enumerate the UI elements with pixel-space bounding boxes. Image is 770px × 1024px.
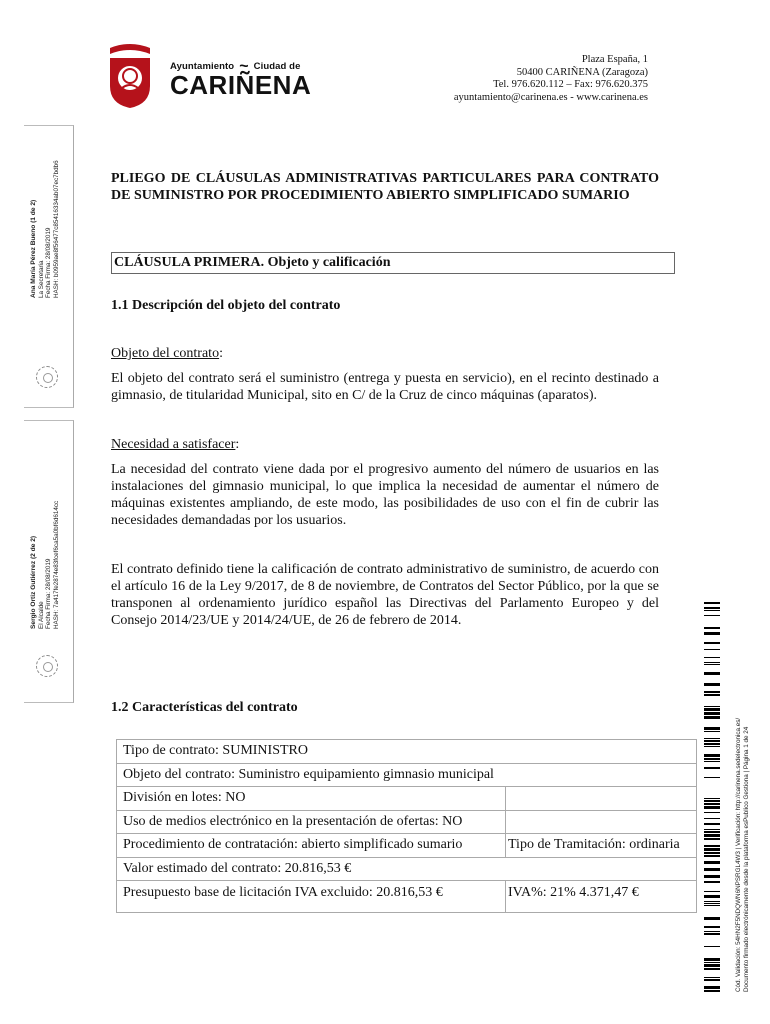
barcode-bar [704,672,720,675]
calificacion-paragraph: El contrato definido tiene la calificación de contrato administrativo de suministro, de acuerdo con el artículo 16 de la Ley 9/2017, de 8 de noviembre, de Contratos del Sector Público, por la que se transponen al ordenamiento jurídico español las Directivas del Parlamento Europeo y del Consejo 2014/23/UE y 2014/24/UE, de 26 de febrero de 2014. [111,562,659,628]
table-cell: Valor estimado del contrato: 20.816,53 € [117,857,697,881]
barcode-bar [704,642,720,644]
table-cell: División en lotes: NO [117,787,506,811]
barcode-bar [704,731,720,732]
barcode-bar [704,958,720,961]
barcode-bar [704,743,720,745]
barcode-bar [704,683,720,686]
barcode-bar [704,657,720,658]
signature-text-1: Ana María Pérez Bueno (1 de 2) La Secretaria Fecha Firma: 28/08/2019 HASH: b0959ae8f56477c85416334ab07ec7bdb6 [30,160,60,298]
table-row [117,763,697,787]
document-title: PLIEGO DE CLÁUSULAS ADMINISTRATIVAS PARTICULARES PARA CONTRATO DE SUMINISTRO POR PROCEDIMIENTO ABIERTO SIMPLIFICADO SUMARIO [111,171,659,203]
barcode-bar [704,740,720,742]
barcode-bar [704,777,720,778]
barcode-bar [704,895,720,898]
barcode-bar [704,852,720,854]
objeto-label: Objeto del contrato [111,346,220,361]
table-row [117,857,697,881]
barcode-bar [704,848,720,851]
barcode-bar [704,901,720,902]
barcode-bar [704,986,720,989]
objeto-label-line: Objeto del contrato: [111,346,223,361]
table-row [117,881,697,913]
barcode-bar [704,706,720,707]
signature-text-2: Sergio Ortiz Gutiérrez (2 de 2) El Alcalde Fecha Firma: 28/08/2019 HASH: 7a417fe2874e83fcef6ca5a0bf6d614cc [30,500,60,629]
barcode-bar [704,968,720,970]
barcode-bar [704,607,720,609]
table-cell: Procedimiento de contratación: abierto simplificado sumario [117,834,506,858]
section-1-2-heading: 1.2 Características del contrato [111,700,298,715]
necesidad-paragraph: La necesidad del contrato viene dada por el progresivo aumento del número de usuarios en las instalaciones del gimnasio municipal, lo que implica la necesidad de aumentar el número de máquinas existentes ampliando, de este modo, las posibilidades de uso con el fin de cubrir las necesidades demandadas por los usuarios. [111,462,659,528]
barcode-bar [704,831,720,833]
table-cell: Tipo de Tramitación: ordinaria [506,834,697,858]
barcode-bar [704,868,720,871]
barcode-bar [704,946,720,947]
address-line: 50400 CARIÑENA (Zaragoza) [516,66,648,78]
barcode-bar [704,761,720,762]
barcode-bar [704,964,720,967]
barcode-bar [704,979,720,981]
barcode-bar [704,926,720,928]
barcode-bar [704,891,720,892]
verification-text: Cód. Validación: 54HN2F5NDQWN6NPSRGL4W3 | Verificación: http://carinena.sedelectronica.es/ Documento firmado electrónicamente desde la plataforma esPublico Gestiona | Página 1 de 24 [735,717,750,992]
logo-ayuntamiento-line: Ayuntamiento ~ Ciudad de [170,58,301,75]
table-cell [506,787,697,811]
table-row [117,787,697,811]
barcode-bar [704,881,720,883]
barcode-bar [704,823,720,825]
signature-seal-icon [36,655,58,677]
barcode-bar [704,691,720,693]
barcode-bar [704,712,720,715]
barcode-bar [704,829,720,830]
section-1-1-heading: 1.1 Descripción del objeto del contrato [111,298,341,313]
address-line: Tel. 976.620.112 – Fax: 976.620.375 [493,79,648,90]
table-cell: IVA%: 21% 4.371,47 € [506,881,697,913]
barcode-bar [704,875,720,878]
barcode-bar [704,746,720,747]
logo-carinena: CARIÑENA [170,70,312,100]
barcode-bar [704,798,720,799]
table-cell: Uso de medios electrónico en la presentación de ofertas: NO [117,810,506,834]
address-line: ayuntamiento@carinena.es - www.carinena.es [453,91,648,103]
carinena-coat-of-arms-logo [108,42,152,108]
barcode-bar [704,806,720,809]
barcode-bar [704,727,720,730]
signature-block-2 [24,420,74,703]
barcode-bar [704,838,720,840]
barcode-bar [704,610,720,611]
signature-block-1 [24,125,74,408]
contract-characteristics-table [116,739,697,913]
barcode-bar [704,903,720,904]
barcode-bar [704,812,720,813]
barcode-bar [704,861,720,864]
table-cell [506,810,697,834]
barcode-bar [704,758,720,760]
table-cell: Presupuesto base de licitación IVA excluido: 20.816,53 € [117,881,506,913]
barcode-bar [704,917,720,920]
municipal-address [388,54,648,104]
barcode-bar [704,649,720,650]
logo-wordmark [170,56,311,98]
barcode-bar [704,754,720,757]
barcode-bar [704,834,720,837]
barcode-bar [704,990,720,992]
barcode-bar [704,800,720,802]
barcode-bar [704,694,720,696]
barcode-bar [704,931,720,932]
barcode-bar [704,855,720,857]
barcode-bar [704,818,720,819]
barcode-bar [704,716,720,719]
barcode-bar [704,615,720,616]
barcode-bar [704,803,720,805]
barcode-bar [704,664,720,665]
clausula-primera-heading: CLÁUSULA PRIMERA. Objeto y calificación [111,252,675,274]
verification-barcode [704,602,720,992]
necesidad-label: Necesidad a satisfacer [111,437,236,452]
necesidad-label-line: Necesidad a satisfacer: [111,437,240,452]
barcode-bar [704,662,720,663]
barcode-bar [704,627,720,629]
table-row [117,810,697,834]
table-cell: Tipo de contrato: SUMINISTRO [117,740,697,764]
barcode-bar [704,767,720,769]
barcode-bar [704,845,720,847]
barcode-bar [704,708,720,711]
barcode-bar [704,602,720,604]
table-row [117,740,697,764]
barcode-bar [704,962,720,963]
barcode-bar [704,632,720,635]
barcode-bar [704,977,720,978]
address-line: Plaza España, 1 [581,54,648,65]
barcode-bar [704,905,720,906]
objeto-paragraph: El objeto del contrato será el suministro (entrega y puesta en servicio), en el recinto destinado a gimnasio, de titularidad Municipal, sito en C/ de la Cruz de cinco máquinas (aparatos). [111,371,659,403]
barcode-bar [704,738,720,739]
signature-seal-icon [36,366,58,388]
table-row [117,834,697,858]
table-cell: Objeto del contrato: Suministro equipamiento gimnasio municipal [117,763,697,787]
barcode-bar [704,933,720,935]
